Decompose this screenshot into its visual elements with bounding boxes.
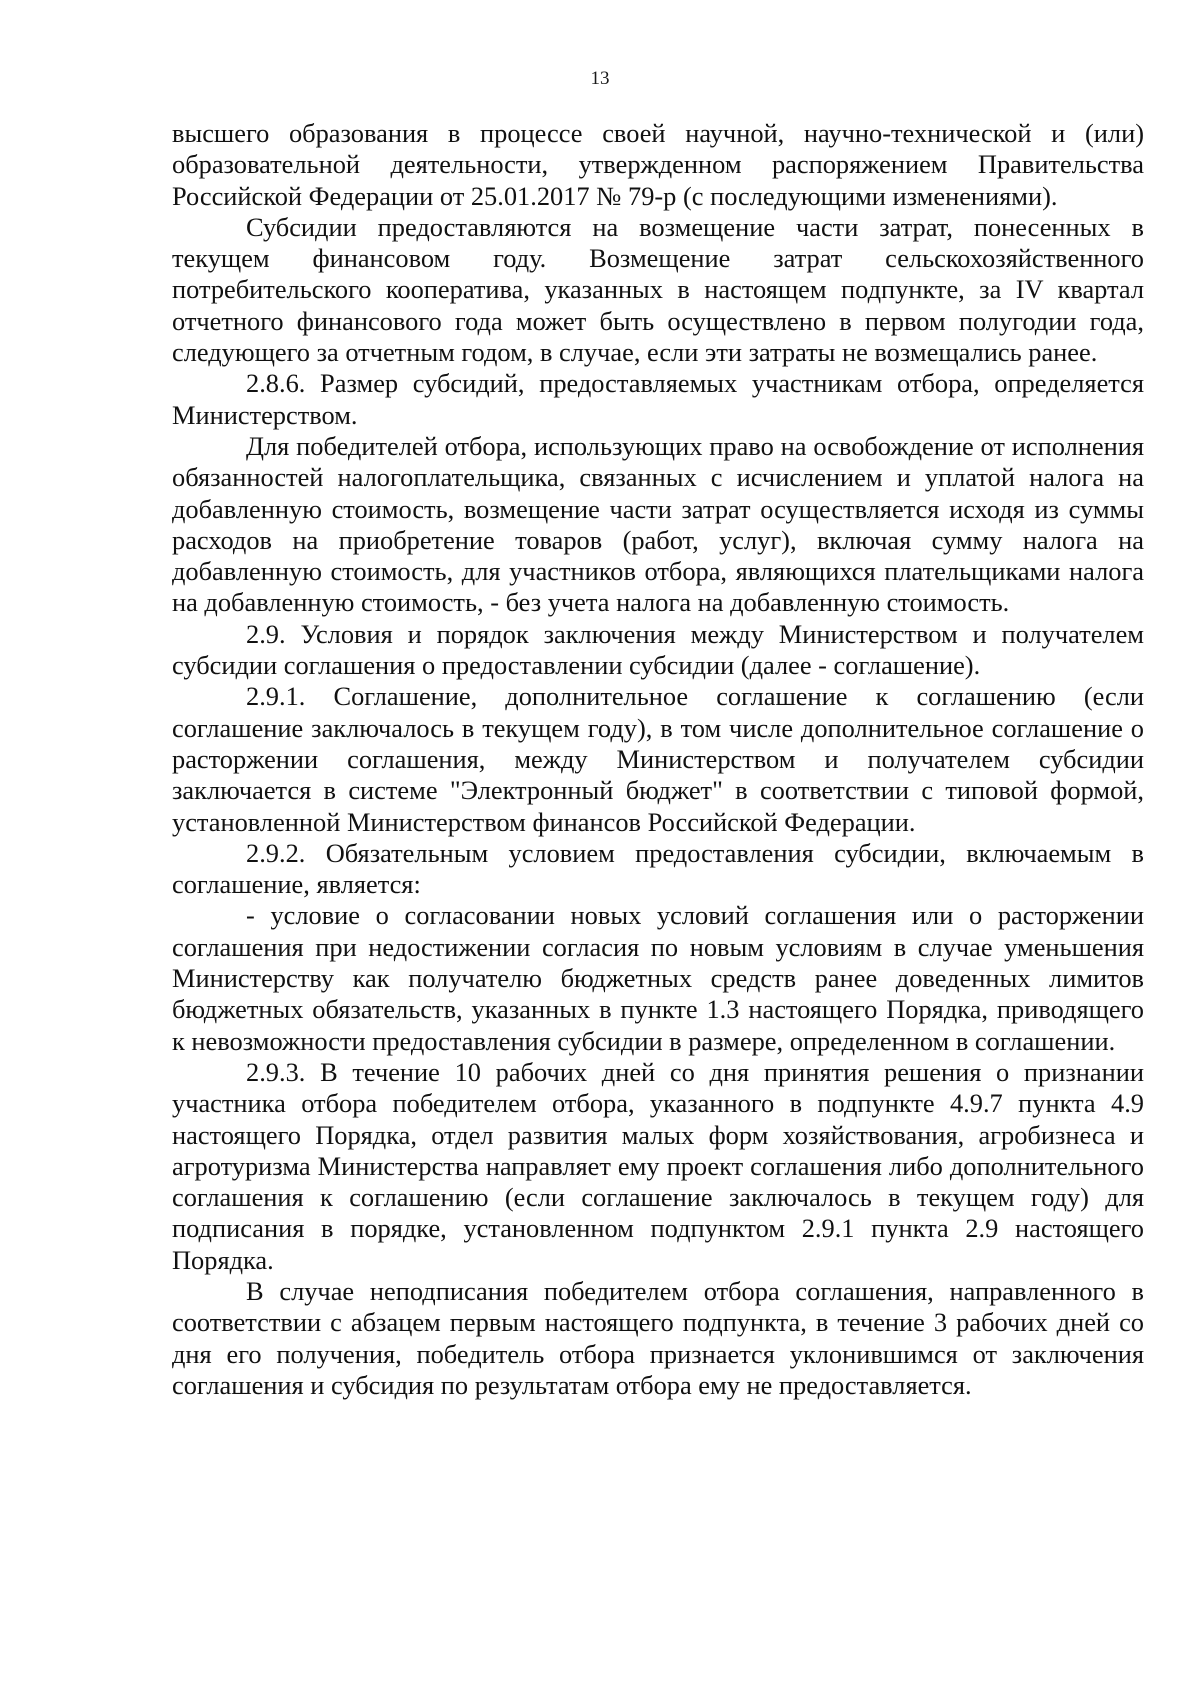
paragraph-2: Субсидии предоставляются на возмещение части затрат, понесенных в текущем финансовом году. Возмещение затрат сельскохозяйственного потребительского кооператива, указанных в настоящем подпункте, за IV квартал отчетного финансового года может быть осуществлено в первом полугодии года, следующего за отчетным годом, в случае, если эти затраты не возмещались ранее.: [172, 211, 1144, 368]
paragraph-7: 2.9.2. Обязательным условием предоставления субсидии, включаемым в соглашение, является:: [172, 837, 1144, 900]
paragraph-5: 2.9. Условия и порядок заключения между Министерством и получателем субсидии соглашения о предоставлении субсидии (далее - соглашение).: [172, 618, 1144, 681]
paragraph-9: 2.9.3. В течение 10 рабочих дней со дня принятия решения о признании участника отбора победителем отбора, указанного в подпункте 4.9.7 пункта 4.9 настоящего Порядка, отдел развития малых форм хозяйствования, агробизнеса и агротуризма Министерства направляет ему проект соглашения либо дополнительного соглашения к соглашению (если соглашение заключалось в текущем году) для подписания в порядке, установленном подпунктом 2.9.1 пункта 2.9 настоящего Порядка.: [172, 1056, 1144, 1275]
paragraph-3: 2.8.6. Размер субсидий, предоставляемых участникам отбора, определяется Министерством.: [172, 368, 1144, 430]
page-number: 13: [590, 68, 610, 89]
paragraph-6: 2.9.1. Соглашение, дополнительное соглашение к соглашению (если соглашение заключалось в текущем году), в том числе дополнительное соглашение о расторжении соглашения, между Министерством и получателем субсидии заключается в системе "Электронный бюджет" в соответствии с типовой формой, установленной Министерством финансов Российской Федерации.: [172, 681, 1144, 837]
paragraph-10: В случае неподписания победителем отбора соглашения, направленного в соответствии с абзацем первым настоящего подпункта, в течение 3 рабочих дней со дня его получения, победитель отбора признается уклонившимся от заключения соглашения и субсидия по результатам отбора ему не предоставляется.: [172, 1275, 1144, 1400]
document-body: [172, 118, 1144, 1401]
paragraph-4: Для победителей отбора, использующих право на освобождение от исполнения обязанностей налогоплательщика, связанных с исчислением и уплатой налога на добавленную стоимость, возмещение части затрат осуществляется исходя из суммы расходов на приобретение товаров (работ, услуг), включая сумму налога на добавленную стоимость, для участников отбора, являющихся плательщиками налога на добавленную стоимость, - без учета налога на добавленную стоимость.: [172, 430, 1144, 618]
paragraph-8: - условие о согласовании новых условий соглашения или о расторжении соглашения при недостижении согласия по новым условиям в случае уменьшения Министерству как получателю бюджетных средств ранее доведенных лимитов бюджетных обязательств, указанных в пункте 1.3 настоящего Порядка, приводящего к невозможности предоставления субсидии в размере, определенном в соглашении.: [172, 900, 1144, 1056]
paragraph-1: высшего образования в процессе своей научной, научно-технической и (или) образовательной деятельности, утвержденном распоряжением Правительства Российской Федерации от 25.01.2017 № 79-р (с последующими изменениями).: [172, 118, 1144, 211]
